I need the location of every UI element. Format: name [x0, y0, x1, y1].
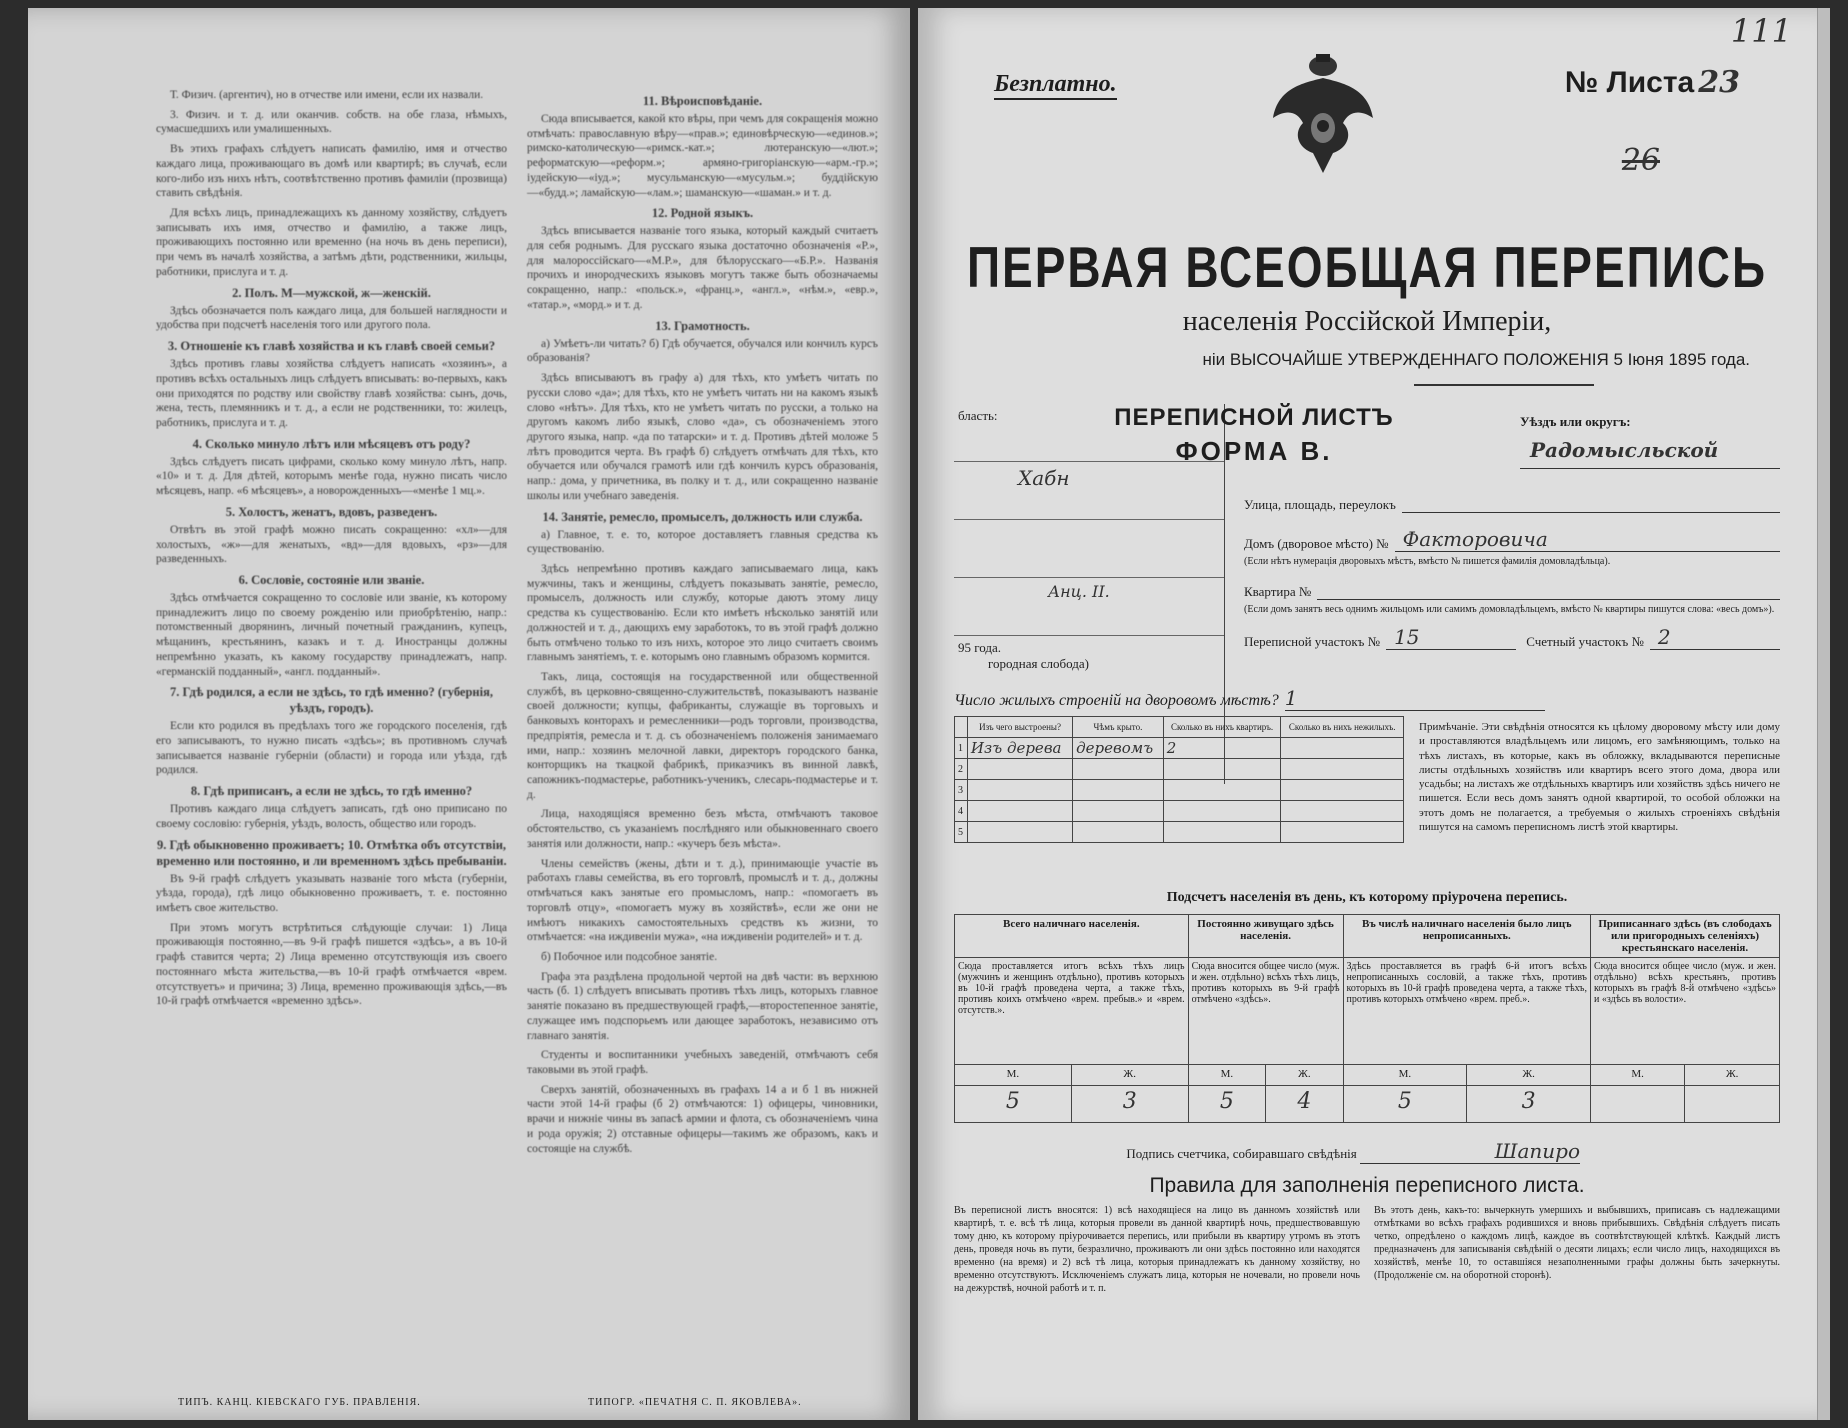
- rules-column-1: Въ переписной листъ вносятся: 1) всѣ находящіеся на лицо въ данномъ хозяйствѣ или квартирѣ, т. е. всѣ тѣ лица, которыя провели въ данной квартирѣ ночь, предшествовавшую тому дню, къ которому пріурочивается перепись, или прибыли въ квартиру утромъ въ этотъ день, проведя ночь въ пути, безразлично, проживаютъ ли они здѣсь постоянно или находятся временно (на время) и 2) всѣ тѣ лица, которыя принадлежатъ къ данному хозяйству, но временно отсутствуютъ. Исключеніемъ служатъ лица, которыя не ночевали, но провели ночь на дежурствѣ, ночной работѣ и т. п.: [954, 1205, 1360, 1294]
- buildings-value: 1: [1285, 686, 1545, 711]
- buildings-header: Изъ чего выстроены?: [967, 717, 1072, 738]
- printer-imprint-1: ТИПЪ. КАНЦ. КІЕВСКАГО ГУБ. ПРАВЛЕНІЯ.: [178, 1397, 421, 1408]
- count-value: 3: [1071, 1086, 1188, 1123]
- paragraph: Студенты и воспитанники учебныхъ заведеній, отмѣчаютъ себя таковыми въ этой графѣ.: [527, 1049, 878, 1076]
- paragraph: Члены семействъ (жены, дѣти и т. д.), принимающіе участіе въ работахъ главы семейства, въ его торговлѣ, промыслѣ и т. д., должны отмѣчаться какъ занятые его промысломъ, напр.: «помогаетъ въ торговлѣ отцу», «помогаетъ мужу въ хозяйствѣ», если же они не имѣютъ никакихъ самостоятельныхъ средствъ къ жизни, то отмѣчается: «на иждивеніи мужа», «на иждивеніи родителей» и т. д.: [527, 857, 878, 944]
- section-heading: 13. Грамотность.: [655, 318, 750, 333]
- section-heading: 2. Полъ. М—мужской, ж—женскій.: [232, 285, 431, 300]
- paragraph: Здѣсь слѣдуетъ писать цифрами, сколько кому минуло лѣтъ, напр. «10» и т. д. Для дѣтей, которымъ менѣе года, нужно писать число мѣсяцевъ, напр. «6 мѣсяцевъ», а новорожденныхъ—«менѣе 1 мц.».: [156, 455, 507, 498]
- paragraph: Лица, находящіяся временно безъ мѣста, отмѣчаютъ таковое обстоятельство, съ указаніемъ послѣдняго или обыкновеннаго своего занятія или должности, напр.: «кучеръ безъ мѣста».: [527, 808, 878, 850]
- table-row: [955, 801, 1404, 822]
- table-row: [955, 759, 1404, 780]
- paragraph: б) Побочное или подсобное занятіе.: [541, 950, 718, 963]
- instructions-column-1: [156, 88, 507, 1396]
- form-title-block: [1104, 404, 1404, 467]
- table-cell: 2: [955, 759, 968, 780]
- corner-page-number: 111: [1730, 12, 1792, 50]
- table-cell: [1073, 759, 1164, 780]
- table-cell: [1281, 801, 1404, 822]
- stacked-page-edges: [1817, 8, 1830, 1420]
- section-heading: 11. Вѣроисповѣданіе.: [642, 94, 763, 108]
- table-cell: [1281, 822, 1404, 843]
- address-fields: [1244, 490, 1780, 664]
- paragraph: При этомъ могутъ встрѣтиться слѣдующіе случаи: 1) Лица проживающія постоянно,—въ 9-й графѣ пишется «здѣсь», а въ 10-й графѣ ставится черта; 2) Лица временно отсутствующія изъ своего постояннаго мѣста жительства,—въ 10-й графѣ отмѣчается «врем. отсутствуетъ» и причина; 3) Лица, временно проживающія здѣсь,—въ 10-й графѣ отмѣчается «временно здѣсь».: [156, 921, 507, 1008]
- sloboda-label: городная слобода): [988, 656, 1089, 671]
- sex-column-label: М.: [1590, 1065, 1684, 1086]
- count-value: 4: [1266, 1086, 1343, 1123]
- paragraph: Сверхъ занятій, обозначенныхъ въ графахъ 14 а и б 1 въ нижней части этой 14-й графы (б 2) отмѣчаются: 1) офицеры, чиновники, врачи и нижніе чины въ запасѣ армии и флота, съ обозначеніемъ чина и рода оружія; 2) отставные офицеры—такимъ же образомъ, какъ и состоящіе на службѣ.: [527, 1083, 878, 1155]
- section-heading: 5. Холостъ, женатъ, вдовъ, разведенъ.: [225, 504, 438, 519]
- section-heading: 14. Занятіе, ремесло, промыселъ, должность или служба.: [542, 509, 863, 524]
- free-label: Безплатно.: [994, 71, 1117, 100]
- sheet-old-number: 26: [1621, 143, 1660, 178]
- form-title: ПЕРЕПИСНОЙ ЛИСТЪ: [1114, 404, 1394, 431]
- instructions-column-2: [527, 88, 878, 1396]
- paragraph: Здѣсь непремѣнно противъ каждаго записываемаго лица, какъ мужчины, такъ и женщины, слѣдуетъ показывать занятіе, ремесло, промыселъ, должность или службу, которые даютъ этому лицу средства къ существованію. Если кто имѣетъ нѣсколько занятій или должностей и т. д., дающихъ ему заработокъ, то въ этой графѣ должно быть отмѣчено только то изъ нихъ, которое это лицо считаетъ своимъ главнымъ занятіемъ, т. е. которымъ оно главнымъ образомъ кормится.: [527, 562, 878, 664]
- buildings-header: Сколько въ нихъ нежилыхъ.: [1281, 717, 1404, 738]
- left-page: [28, 8, 910, 1420]
- paragraph: Графа эта раздѣлена продольной чертой на двѣ части: въ верхнюю часть (б. 1) слѣдуетъ вписывать противъ тѣхъ лицъ, которыхъ главное занятіе показано въ предшествующей графѣ,—второстепенное занятіе, служащее имъ подспорьемъ или дающее заработокъ, независимо отъ главнаго занятія.: [527, 970, 878, 1042]
- imperial-eagle-emblem: [1268, 48, 1378, 178]
- census-subtitle: населенія Россійской Имперіи,: [1182, 306, 1552, 337]
- population-count-table: [954, 914, 1780, 1123]
- count-header: Въ числѣ наличнаго населенія было лицъ непрописанныхъ.: [1343, 915, 1590, 958]
- section-heading: 4. Сколько минуло лѣтъ или мѣсяцевъ отъ роду?: [192, 436, 471, 451]
- table-row: [955, 738, 1404, 759]
- table-cell: 3: [955, 780, 968, 801]
- count-value: 3: [1467, 1086, 1591, 1123]
- paragraph: Противъ каждаго лица слѣдуетъ записать, гдѣ оно приписано по своему сословію: губернія, уѣздъ, волость, общество или городъ.: [156, 803, 507, 830]
- paragraph: а) Умѣетъ-ли читать? б) Гдѣ обучается, обучался или кончилъ курсъ образованія?: [527, 337, 878, 365]
- table-cell: [1163, 801, 1281, 822]
- buildings-question: Число жилыхъ строеній на дворовомъ мѣстѣ? 1: [954, 686, 1545, 711]
- paragraph: Для всѣхъ лицъ, принадлежащихъ къ данному хозяйству, слѣдуетъ записывать ихъ имя, отчество и фамилію, а также лицъ, проживающихъ постоянно или временно (на ночь въ день переписи), при чемъ въ началѣ хозяйства, а затѣмъ дѣти, родственники, жильцы, работники, прислуга и т. д.: [156, 207, 507, 278]
- count-value: 5: [955, 1086, 1072, 1123]
- city-value: Хабн: [1018, 466, 1070, 490]
- signature-value: Шапиро: [1360, 1139, 1580, 1164]
- apartment-label: Квартира №: [1244, 584, 1312, 599]
- buildings-header: Сколько въ нихъ квартиръ.: [1163, 717, 1281, 738]
- sex-column-label: М.: [955, 1065, 1072, 1086]
- oblast-label: бласть:: [958, 408, 998, 423]
- street-partial: Анц. II.: [1048, 582, 1110, 601]
- count-description: Сюда проставляется итогъ всѣхъ тѣхъ лицъ (мужчинъ и женщинъ отдѣльно), противъ которыхъ въ 10-й графѣ проведена черта, а также тѣхъ, противъ коихъ отмѣчено «врем. пребыв.» и «врем. отсутств.».: [955, 958, 1189, 1065]
- paragraph: Т. Физич. (аргентич), но в отчестве или имени, если их назвали.: [170, 89, 484, 101]
- census-district-value: 15: [1386, 625, 1516, 650]
- form-type: ФОРМА В.: [1175, 436, 1333, 466]
- table-cell: [967, 759, 1072, 780]
- paragraph: Здѣсь обозначается полъ каждаго лица, для большей наглядности и удобства при подсчетѣ населенія того или другого пола.: [156, 304, 507, 332]
- enumerator-signature: [954, 1139, 1580, 1164]
- sex-column-label: Ж.: [1685, 1065, 1780, 1086]
- table-cell: [1281, 738, 1404, 759]
- paragraph: Такъ, лица, состоящія на государственной или общественной службѣ, въ церковно-священно-служительствѣ, показываютъ названіе своей должности; купцы, фабриканты, служащіе въ торговыхъ и банковыхъ конторахъ и ремесленники—родъ торговли, производства, предпріятія, ремесла и т. д. съ обозначеніемъ положенія занимаемаго ими, напр.: хозяинъ мелочной лавки, директоръ городского банка, конторщикъ на ткацкой фабрикѣ, приказчикъ въ винной лавкѣ, сапожникъ-подмастерье, работникъ-ученикъ, слесарь-подмастерье и т. д.: [527, 671, 878, 801]
- counting-district-label: Счетный участокъ №: [1526, 634, 1644, 649]
- section-heading: 9. Гдѣ обыкновенно проживаетъ; 10. Отмѣтка объ отсутствіи, временно или постоянно, и ли временномъ здѣсь пребываніи.: [156, 837, 507, 868]
- sheet-number-value: 23: [1698, 65, 1740, 100]
- paragraph: Здѣсь противъ главы хозяйства слѣдуетъ написать «хозяинъ», а противъ всѣхъ остальныхъ лицъ слѣдуетъ вписывать: во-первыхъ, какъ они приходятся по родству или свойству главѣ хозяйства: сынъ, дочь, жена, тесть, племянникъ и т. д., а если не родственники, то: жилецъ, работникъ, прислуга и т. д.: [156, 358, 507, 429]
- paragraph: Здѣсь вписываютъ въ графу а) для тѣхъ, кто умѣетъ читать по русски слово «да»; для тѣхъ, кто не умѣетъ читать ни на какомъ языкѣ слово «нѣтъ». Для тѣхъ, кто не умѣетъ читать по русски, а только на другомъ какомъ либо языкѣ, слово «да», съ обозначеніемъ этого другого языка, напр. «да по татарски» и т. д. Противъ дѣтей моложе 5 лѣтъ проводится черта. Въ графѣ б) слѣдуетъ отмѣчать для тѣхъ, кто обучается или обучался грамотѣ или гдѣ кончилъ курсъ образованія, напр.: дома, у причетника, въ полку и т. д., или сокращенно названіе школы или учебнаго заведенія.: [527, 372, 878, 502]
- population-count-title: Подсчетъ населенія въ день, къ которому пріурочена перепись.: [1166, 890, 1568, 905]
- table-cell: [967, 780, 1072, 801]
- apartment-value: [1317, 577, 1780, 600]
- street-label: Улица, площадь, переулокъ: [1244, 497, 1396, 512]
- apartment-note: (Если домъ занятъ весь однимъ жильцомъ или самимъ домовладѣльцемъ, вмѣсто № квартиры пишутся слова: «весь домъ»).: [1244, 604, 1775, 615]
- table-cell: 5: [955, 822, 968, 843]
- rules-text: [954, 1204, 1780, 1295]
- count-value: [1685, 1086, 1780, 1123]
- table-cell: 4: [955, 801, 968, 822]
- paragraph: 3. Физич. и т. д. или оканчив. собств. на обе глаза, нѣмыхъ, сумасшедшихъ или умалишенныхъ.: [156, 108, 507, 136]
- table-row: [955, 822, 1404, 843]
- table-cell: 2: [1163, 738, 1281, 759]
- paragraph: Въ 9-й графѣ слѣдуетъ указывать названіе того мѣста (губерніи, уѣзда, города), гдѣ лицо обыкновенно проживаетъ, т. е. постоянно имѣетъ свое жительство.: [156, 872, 507, 915]
- table-cell: [967, 822, 1072, 843]
- uezd-field: [1520, 414, 1780, 469]
- table-cell: [1073, 822, 1164, 843]
- buildings-note: Примѣчаніе. Эти свѣдѣнія относятся къ цѣлому дворовому мѣсту или дому и проставляются владѣльцемъ или лицомъ, его замѣняющимъ, только на тѣхъ листахъ, въ которые, какъ въ обложку, вкладываются переписные листы отдѣльныхъ хозяйствъ или квартиръ всего этого дома, двора или усадьбы; на листахъ же отдѣльныхъ квартиръ или хозяйствъ здѣсь ничего не пишется. Если весь домъ занятъ одной квартирой, то особой обложки на этотъ домъ не полагается, а требуемыя о жилыхъ строеніяхъ свѣдѣнія пишутся на самомъ переписномъ листѣ этой квартиры.: [1419, 721, 1780, 834]
- paragraph: Въ этихъ графахъ слѣдуетъ написать фамилію, имя и отчество каждаго лица, проживающаго въ домѣ или квартирѣ; въ случаѣ, если кого-либо изъ нихъ нѣтъ, соотвѣтственно противъ фамиліи (прозвища) ставить свѣдѣнія.: [156, 143, 507, 200]
- section-heading: 12. Родной языкъ.: [651, 206, 754, 221]
- paragraph: Здѣсь вписывается названіе того языка, который каждый считаетъ для себя роднымъ. Для русскаго языка достаточно обозначенія «Р.», для малороссійскаго—«М.Р.», для бѣлорусскаго—«Б.Р.». Названія прочихъ и инородческихъ языковъ могутъ также быть обозначаемы сокращенно, напр.: «польск.», «франц.», «англ.», «нѣм.», «евр.», «татар.», «морд.» и т. д.: [527, 225, 878, 311]
- paragraph: Отвѣтъ въ этой графѣ можно писать сокращенно: «хл»—для холостыхъ, «ж»—для женатыхъ, «вд»—для вдовыхъ, «рз»—для разведенныхъ.: [156, 523, 507, 566]
- buildings-table: [954, 716, 1404, 843]
- uezd-label: Уѣздъ или округъ:: [1520, 414, 1631, 429]
- count-description: Сюда вносится общее число (муж. и жен. отдѣльно) всѣхъ крестьянъ, противъ которыхъ въ графѣ 8-й отмѣчено «здѣсь» и «здѣсь въ волости».: [1590, 958, 1779, 1065]
- section-heading: 6. Сословіе, состояніе или званіе.: [238, 572, 425, 587]
- census-form-page: [918, 8, 1820, 1420]
- table-cell: [1281, 780, 1404, 801]
- count-value: 5: [1188, 1086, 1265, 1123]
- table-cell: [1163, 822, 1281, 843]
- table-cell: [1281, 759, 1404, 780]
- rules-title: Правила для заполненія переписного листа.: [1149, 1174, 1585, 1197]
- paragraph: Если кто родился въ предѣлахъ того же городского поселенія, гдѣ его записываютъ, то нужно писать «здѣсь»; въ противномъ случаѣ записывается названіе губерніи (области) и города или уѣзда, гдѣ родился.: [156, 720, 507, 777]
- count-value: [1590, 1086, 1684, 1123]
- buildings-section: [954, 686, 1780, 876]
- paragraph: а) Главное, т. е. то, которое доставляетъ главныя средства къ существованію.: [527, 528, 878, 556]
- year-partial: 95 года.: [958, 640, 1002, 655]
- uezd-value: Радомысльской: [1520, 438, 1780, 469]
- count-header: Всего наличнаго населенія.: [955, 915, 1189, 958]
- printer-imprint-2: ТИПОГР. «ПЕЧАТНЯ С. П. ЯКОВЛЕВА».: [588, 1397, 802, 1408]
- count-value: 5: [1343, 1086, 1467, 1123]
- table-cell: 1: [955, 738, 968, 759]
- house-note: (Если нѣтъ нумерація дворовыхъ мѣстъ, вмѣсто № пишется фамилія домовладѣльца).: [1244, 556, 1611, 567]
- paragraph: Сюда вписывается, какой кто вѣры, при чемъ для сокращенія можно отмѣчать: православную вѣру—«прав.»; единовѣрческую—«единов.»; римско-католическую—«римск.-кат.»; лютеранскую—«лют.»; реформатскую—«реформ.»; армяно-григоріанскую—«арм.-гр.»; іудейскую—«іуд.»; мусульманскую—«мусульм.»; буддійскую—«будд.»; ламайскую—«лам.»; шаманскую—«шаман.» и т. д.: [527, 113, 878, 199]
- buildings-header: Чѣмъ крыто.: [1073, 717, 1164, 738]
- section-heading: 7. Гдѣ родился, а если не здѣсь, то гдѣ именно? (губернія, уѣздъ, городъ).: [170, 685, 493, 716]
- sex-column-label: Ж.: [1467, 1065, 1591, 1086]
- table-row: [955, 780, 1404, 801]
- count-header: Постоянно живущаго здѣсь населенія.: [1188, 915, 1343, 958]
- section-heading: 3. Отношеніе къ главѣ хозяйства и къ главѣ своей семьи?: [167, 339, 496, 354]
- count-description: Сюда вносится общее число (муж. и жен. отдѣльно) всѣхъ тѣхъ лицъ, противъ которыхъ въ 9-й графѣ отмѣчено «здѣсь».: [1188, 958, 1343, 1065]
- table-cell: деревомъ: [1073, 738, 1164, 759]
- counting-district-value: 2: [1650, 625, 1780, 650]
- street-value: [1402, 490, 1780, 513]
- count-header: Приписаннаго здѣсь (въ слободахъ или пригородныхъ селеніяхъ) крестьянскаго населенія.: [1590, 915, 1779, 958]
- census-title: ПЕРВАЯ ВСЕОБЩАЯ ПЕРЕПИСЬ: [966, 234, 1768, 300]
- rules-column-2: Въ этотъ день, какъ-то: вычеркнуть умершихъ и выбывшихъ, приписавъ съ надлежащими отмѣтками во всѣхъ графахъ родившихся и вновь прибывшихъ. Свѣдѣнія слѣдуетъ писать четко, опредѣлено о каждомъ лицѣ, каждое въ соотвѣтствующей клѣткѣ. Каждый листъ предназначенъ для записыванія свѣдѣній о десяти лицахъ; если число лицъ, находящихся въ хозяйствѣ, менѣе 10, то оставшіяся незаполненными графы должны быть зачеркнуты. (Продолженіе см. на оборотной сторонѣ).: [1374, 1205, 1780, 1281]
- table-cell: [1073, 801, 1164, 822]
- table-cell: [1163, 759, 1281, 780]
- sex-column-label: Ж.: [1266, 1065, 1343, 1086]
- table-cell: [1073, 780, 1164, 801]
- sex-column-label: Ж.: [1071, 1065, 1188, 1086]
- table-cell: [1163, 780, 1281, 801]
- house-label: Домъ (дворовое мѣсто) №: [1244, 536, 1389, 551]
- paragraph: Здѣсь отмѣчается сокращенно то сословіе или званіе, къ которому принадлежитъ лицо по своему рожденію или приобрѣтенію, напр.: потомственный дворянинъ, личный почетный гражданинъ, купецъ, мѣщанинъ, крестьянинъ, казакъ и т. д. Иностранцы должны непремѣнно указать, къ какому государству принадлежатъ, напр. «германскій подданный», «англ. подданный».: [156, 591, 507, 678]
- section-heading: 8. Гдѣ приписанъ, а если не здѣсь, то гдѣ именно?: [190, 784, 473, 799]
- sex-column-label: М.: [1188, 1065, 1265, 1086]
- census-district-label: Переписной участокъ №: [1244, 634, 1381, 649]
- count-description: Здѣсь проставляется въ графѣ 6-й итогъ всѣхъ непрописанныхъ сословій, а также тѣхъ, противъ которыхъ въ 10-й графѣ проведена черта, а также тѣхъ, противъ которыхъ отмѣчено «врем. преб.».: [1343, 958, 1590, 1065]
- house-value: Факторовича: [1395, 527, 1780, 552]
- table-cell: Изъ дерева: [967, 738, 1072, 759]
- census-decree: ніи ВЫСОЧАЙШЕ УТВЕРЖДЕННАГО ПОЛОЖЕНІЯ 5 Іюня 1895 года.: [1202, 350, 1750, 369]
- signature-label: Подпись счетчика, собиравшаго свѣдѣнія: [1126, 1146, 1357, 1161]
- sex-column-label: М.: [1343, 1065, 1467, 1086]
- sheet-number-label: № Листа 23: [1564, 65, 1740, 100]
- title-rule: [1414, 384, 1594, 386]
- table-cell: [967, 801, 1072, 822]
